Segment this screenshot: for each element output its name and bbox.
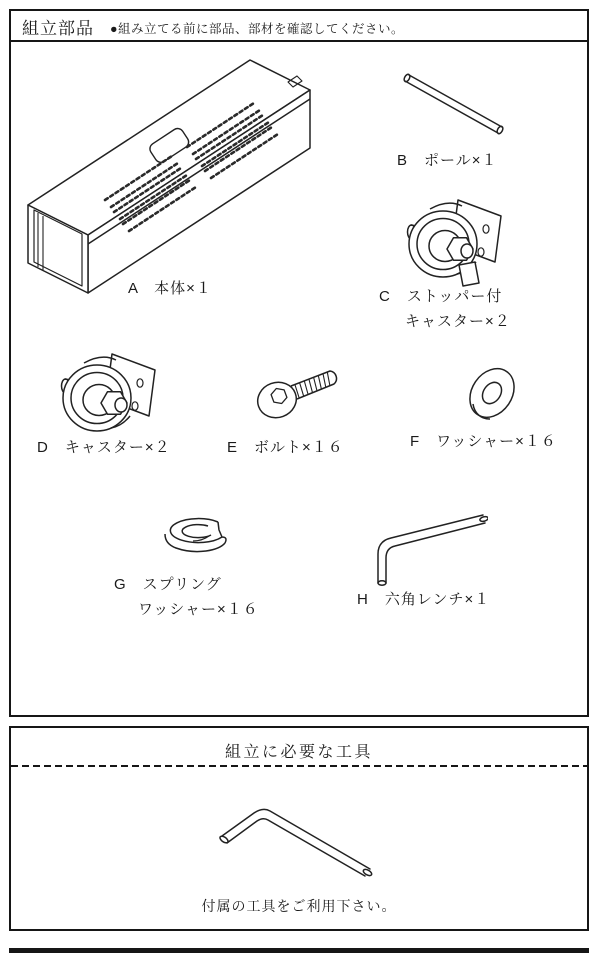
part-label-e: E ボルト×１６ xyxy=(227,439,344,456)
next-section-cut-line xyxy=(9,948,589,953)
part-label-c xyxy=(379,285,511,334)
part-label-d: D キャスター×２ xyxy=(37,439,171,456)
part-label-g xyxy=(114,573,259,622)
washer-illustration xyxy=(464,362,526,428)
spring-washer-illustration xyxy=(160,515,232,561)
part-label-h: H 六角レンチ×１ xyxy=(357,591,491,608)
tools-section-title: 組立に必要な工具 xyxy=(224,744,373,761)
part-label-b: B ポール×１ xyxy=(397,152,498,169)
parts-section-title: 組立部品 xyxy=(22,19,94,38)
tools-hex-wrench-illustration xyxy=(218,795,383,890)
tools-caption: 付属の工具をご利用下さい。 xyxy=(201,898,397,914)
part-label-g-line1: G スプリング xyxy=(114,576,222,593)
part-label-c-line2: キャスター×２ xyxy=(405,312,511,330)
parts-header-divider xyxy=(9,40,589,42)
bolt-illustration xyxy=(250,362,338,424)
hex-wrench-illustration xyxy=(348,512,488,590)
main-body-illustration xyxy=(20,56,335,301)
caster-illustration xyxy=(56,350,158,434)
pole-illustration xyxy=(402,70,507,138)
part-label-a: A 本体×１ xyxy=(128,280,212,297)
tools-dashed-divider xyxy=(11,765,587,767)
part-label-c-line1: C ストッパー付 xyxy=(379,288,503,305)
parts-section-note: ●組み立てる前に部品、部材を確認してください。 xyxy=(110,22,405,36)
part-label-g-line2: ワッシャー×１６ xyxy=(138,600,259,618)
caster-with-stopper-illustration xyxy=(402,196,504,288)
part-label-f: F ワッシャー×１６ xyxy=(410,433,557,450)
